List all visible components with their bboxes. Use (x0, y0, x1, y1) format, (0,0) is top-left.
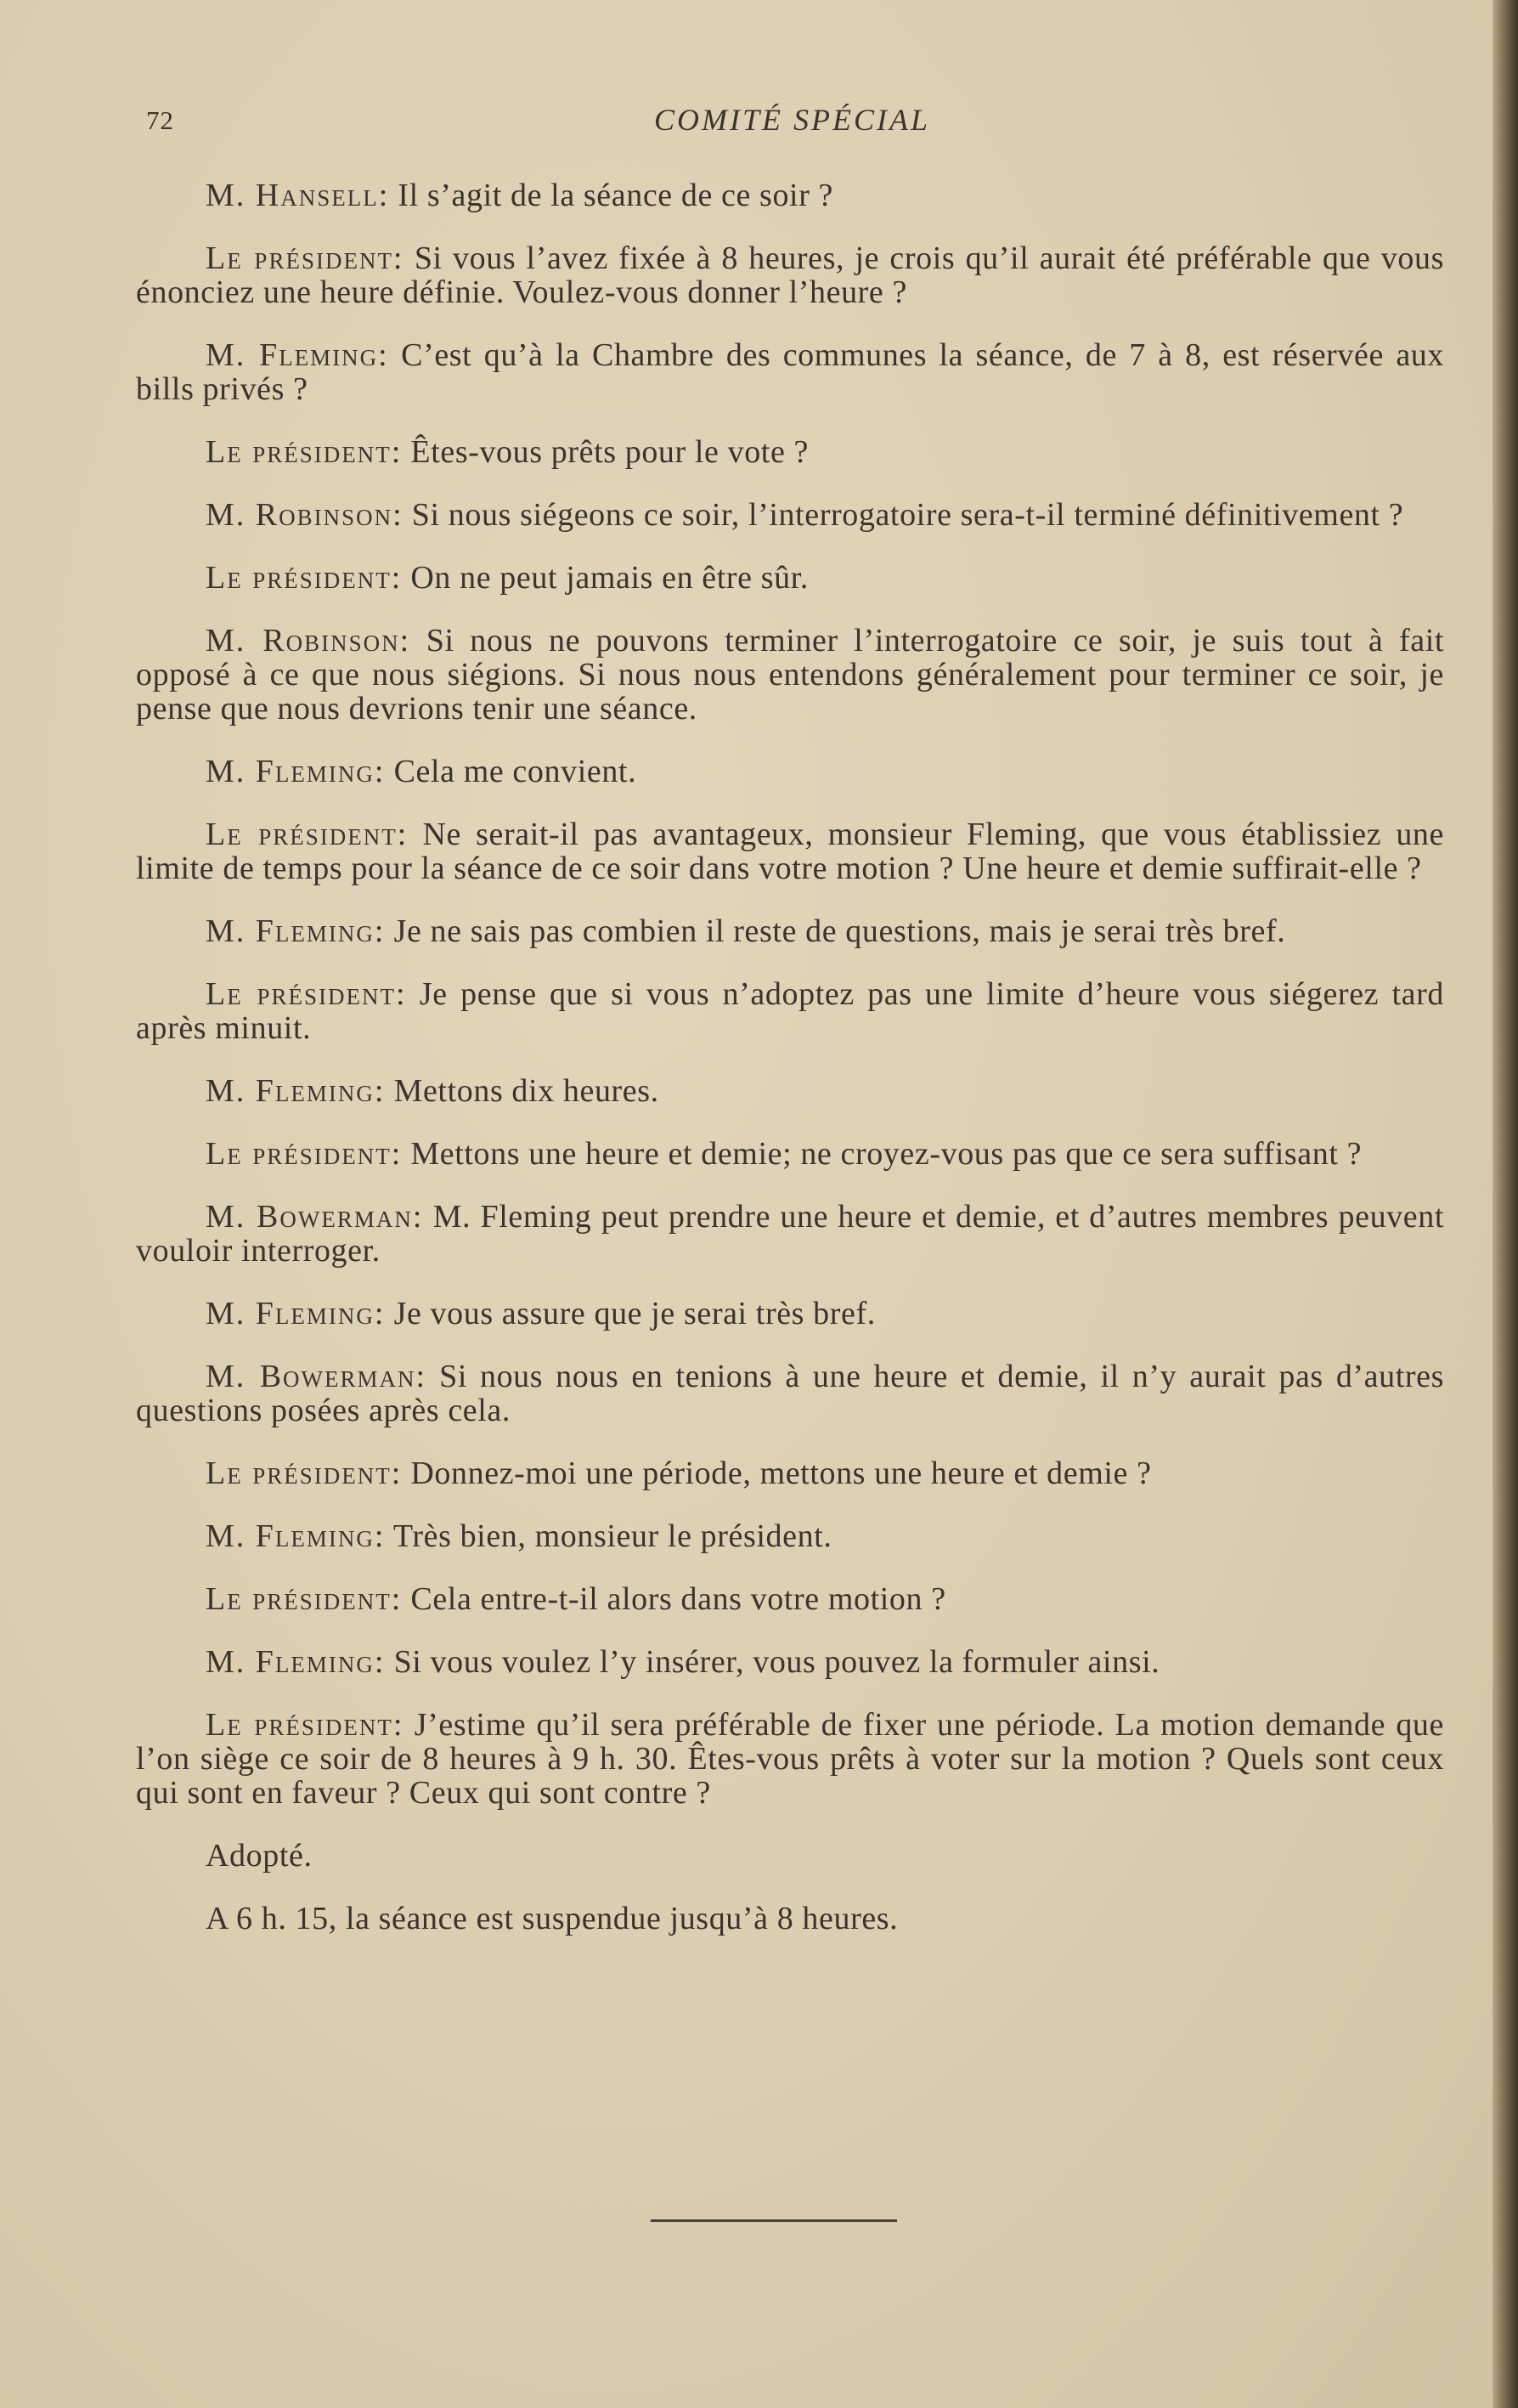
transcript-paragraph (136, 178, 1444, 212)
speech-text: Je ne sais pas combien il reste de questions, mais je serai très bref. (385, 913, 1286, 949)
transcript-paragraph (136, 1645, 1444, 1679)
speech-text: Si vous voulez l’y insérer, vous pouvez la formuler ainsi. (385, 1644, 1160, 1680)
speaker-label: M. Fleming: (206, 1296, 386, 1331)
speech-text: Êtes-vous prêts pour le vote ? (402, 434, 809, 470)
transcript-paragraph (136, 817, 1444, 885)
speaker-label: M. Fleming: (206, 754, 386, 789)
speech-text: Cela entre-t-il alors dans votre motion ? (402, 1581, 946, 1617)
speaker-label: Le président: (206, 817, 409, 852)
speaker-label: M. Robinson: (206, 497, 403, 533)
speech-text: M. Fleming peut prendre une heure et demie, et d’autres membres peuvent vouloir interroger. (136, 1199, 1444, 1269)
speaker-label: M. Bowerman: (206, 1199, 424, 1235)
transcript-paragraph (136, 435, 1444, 469)
running-title: COMITÉ SPÉCIAL (654, 103, 930, 137)
transcript-body (136, 178, 1444, 1964)
adjournment-note: A 6 h. 15, la séance est suspendue jusqu’à 8 heures. (206, 1901, 899, 1936)
transcript-paragraph (136, 498, 1444, 532)
speech-text: C’est qu’à la Chambre des communes la séance, de 7 à 8, est réservée aux bills privés ? (136, 337, 1444, 407)
adopted-note: Adopté. (206, 1838, 313, 1874)
transcript-paragraph (136, 624, 1444, 726)
speech-text: Si nous siégeons ce soir, l’interrogatoire sera-t-il terminé définitivement ? (403, 497, 1404, 533)
transcript-paragraph (136, 1137, 1444, 1171)
speaker-label: Le président: (206, 1456, 403, 1491)
speech-text: Mettons une heure et demie; ne croyez-vous pas que ce sera suffisant ? (402, 1136, 1363, 1172)
speaker-label: M. Fleming: (206, 337, 389, 373)
transcript-paragraph (136, 755, 1444, 789)
transcript-paragraph (136, 977, 1444, 1045)
speaker-label: M. Fleming: (206, 1073, 386, 1109)
transcript-paragraph (136, 914, 1444, 948)
speech-text: Il s’agit de la séance de ce soir ? (389, 178, 834, 213)
transcript-paragraph (136, 561, 1444, 595)
speech-text: Je vous assure que je serai très bref. (385, 1296, 876, 1331)
speaker-label: Le président: (206, 240, 404, 276)
speech-text: Je pense que si vous n’adoptez pas une limite d’heure vous siégerez tard après minuit. (136, 976, 1444, 1046)
transcript-paragraph (136, 241, 1444, 309)
speech-text: Donnez-moi une période, mettons une heure et demie ? (402, 1456, 1152, 1491)
speech-text: Si nous ne pouvons terminer l’interrogatoire ce soir, je suis tout à fait opposé à ce que nous siégions. Si nous nous entendons généralement pour terminer ce soir, je pense que nous devrions tenir une séance. (136, 623, 1445, 726)
speaker-label: M. Robinson: (206, 623, 411, 659)
section-divider (651, 2219, 897, 2222)
speech-text: J’estime qu’il sera préférable de fixer une période. La motion demande que l’on siège ce soir de 8 heures à 9 h. 30. Êtes-vous prêts à voter sur la motion ? Quels sont ceux qui sont en faveur ? Ceux qui sont contre ? (136, 1707, 1444, 1811)
page-number: 72 (146, 105, 174, 135)
transcript-paragraph (136, 1582, 1444, 1616)
speaker-label: Le président: (206, 560, 403, 596)
speaker-label: Le président: (206, 1136, 403, 1172)
transcript-paragraph (136, 1074, 1444, 1108)
speech-text: Si vous l’avez fixée à 8 heures, je crois qu’il aurait été préférable que vous énonciez une heure définie. Voulez-vous donner l’heure ? (136, 240, 1444, 310)
transcript-paragraph (136, 1297, 1444, 1331)
speaker-label: M. Fleming: (206, 1518, 386, 1554)
transcript-paragraph (136, 1708, 1444, 1810)
page-binding-edge (1493, 0, 1518, 2408)
transcript-paragraph (136, 1200, 1444, 1268)
speech-text: On ne peut jamais en être sûr. (402, 560, 809, 596)
transcript-paragraph (136, 338, 1444, 406)
speech-text: Mettons dix heures. (385, 1073, 659, 1109)
speech-text: Si nous nous en tenions à une heure et demie, il n’y aurait pas d’autres questions posées après cela. (136, 1359, 1445, 1428)
speaker-label: Le président: (206, 434, 403, 470)
speaker-label: M. Fleming: (206, 1644, 386, 1680)
speaker-label: M. Hansell: (206, 178, 390, 213)
speaker-label: M. Bowerman: (206, 1359, 427, 1394)
transcript-paragraph (136, 1456, 1444, 1490)
speech-text: Très bien, monsieur le président. (385, 1518, 832, 1554)
speaker-label: Le président: (206, 1707, 404, 1743)
speaker-label: Le président: (206, 1581, 403, 1617)
transcript-paragraph (136, 1519, 1444, 1553)
speaker-label: M. Fleming: (206, 913, 386, 949)
transcript-paragraph (136, 1359, 1444, 1427)
speaker-label: Le président: (206, 976, 407, 1012)
speech-text: Cela me convient. (385, 754, 637, 789)
speech-text: Ne serait-il pas avantageux, monsieur Fleming, que vous établissiez une limite de temps pour la séance de ce soir dans votre motion ? Une heure et demie suffirait-elle ? (136, 817, 1444, 886)
